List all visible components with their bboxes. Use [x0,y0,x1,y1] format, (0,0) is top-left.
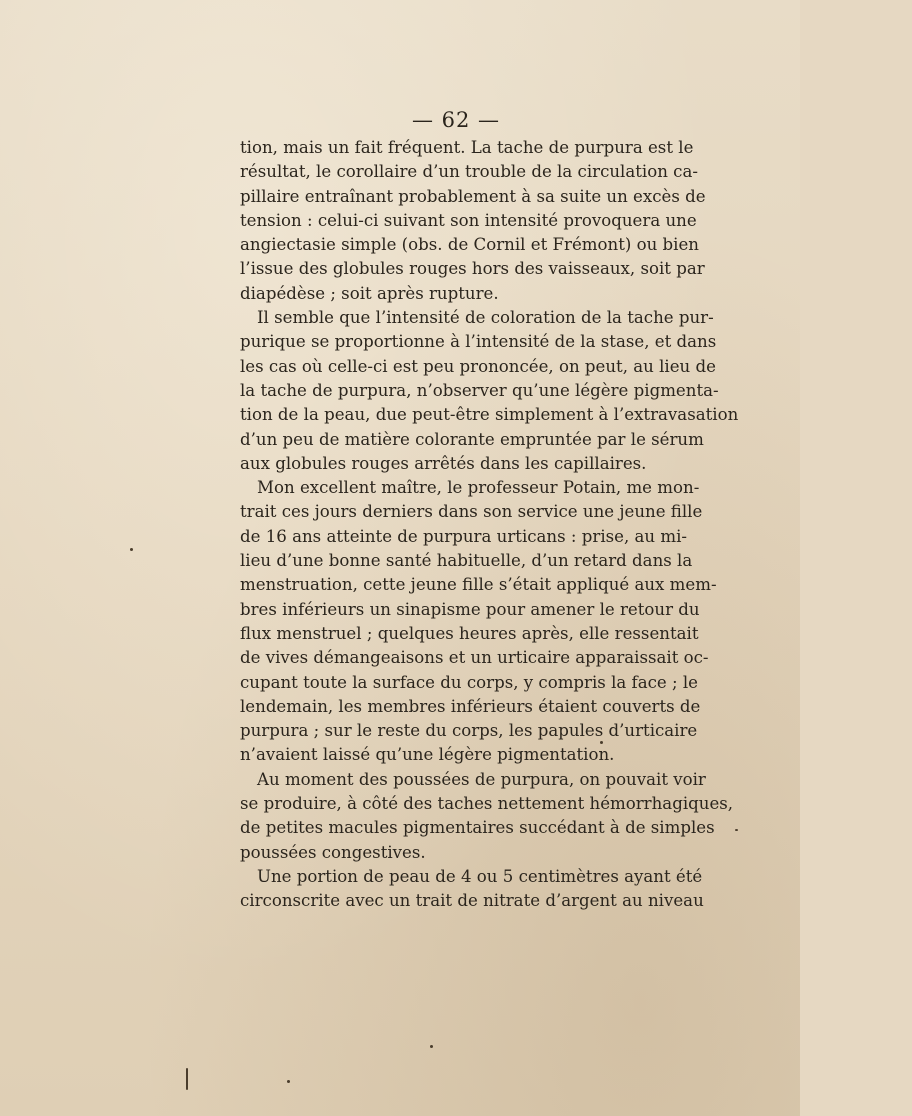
text-line: Mon excellent maître, le professeur Potain, me mon- [257,478,700,498]
text-line: trait ces jours derniers dans son service une jeune fille [240,502,703,522]
text-line: Il semble que l’intensité de coloration de la tache pur- [257,308,714,328]
paper-speck [430,1045,433,1048]
text-line: tension : celui-ci suivant son intensité provoquera une [240,210,697,230]
text-line: purique se proportionne à l’intensité de la stase, et dans [240,332,717,352]
text-line: d’un peu de matière colorante empruntée par le sérum [240,429,704,449]
text-line: n’avaient laissé qu’une légère pigmentation. [240,745,615,765]
text-line: se produire, à côté des taches nettement hémorrhagiques, [240,794,734,814]
paper-speck [600,741,603,744]
text-line: de vives démangeaisons et un urticaire apparaissait oc- [240,648,709,668]
text-line: menstruation, cette jeune fille s’était appliqué aux mem- [240,575,717,595]
text-line: cupant toute la surface du corps, y compris la face ; le [240,672,698,692]
text-line: diapédèse ; soit après rupture. [240,283,499,303]
text-line: de 16 ans atteinte de purpura urticans : prise, au mi- [240,526,688,546]
text-line: lieu d’une bonne santé habituelle, d’un retard dans la [240,551,693,571]
paper-speck [735,829,738,831]
text-line: de petites macules pigmentaires succédant à de simples [240,818,715,838]
text-line: flux menstruel ; quelques heures après, elle ressentait [240,623,699,643]
text-line: pillaire entraînant probablement à sa suite un excès de [240,186,706,206]
text-line: l’issue des globules rouges hors des vaisseaux, soit par [240,259,705,279]
text-line: la tache de purpura, n’observer qu’une légère pigmenta- [240,380,719,400]
text-line: purpura ; sur le reste du corps, les papules d’urticaire [240,721,698,741]
text-line: résultat, le corollaire d’un trouble de la circulation ca- [240,162,698,182]
text-line: les cas où celle-ci est peu prononcée, on peut, au lieu de [240,356,716,376]
text-line: lendemain, les membres inférieurs étaient couverts de [240,696,701,716]
paper-speck [186,1068,188,1090]
paper-speck [130,548,133,551]
body-text [240,136,739,914]
paper-speck [287,1080,290,1083]
page-number: — 62 — [411,108,501,132]
text-line: poussées congestives. [240,842,426,862]
text-line: bres inférieurs un sinapisme pour amener le retour du [240,599,700,619]
text-line: tion de la peau, due peut-être simplement à l’extravasation [240,405,739,425]
text-line: angiectasie simple (obs. de Cornil et Frémont) ou bien [240,235,699,255]
text-line: aux globules rouges arrêtés dans les capillaires. [240,453,647,473]
text-line: Au moment des poussées de purpura, on pouvait voir [257,769,706,789]
text-line: Une portion de peau de 4 ou 5 centimètres ayant été [257,866,703,886]
text-line: circonscrite avec un trait de nitrate d’argent au niveau [240,891,704,911]
text-line: tion, mais un fait fréquent. La tache de purpura est le [240,138,694,157]
